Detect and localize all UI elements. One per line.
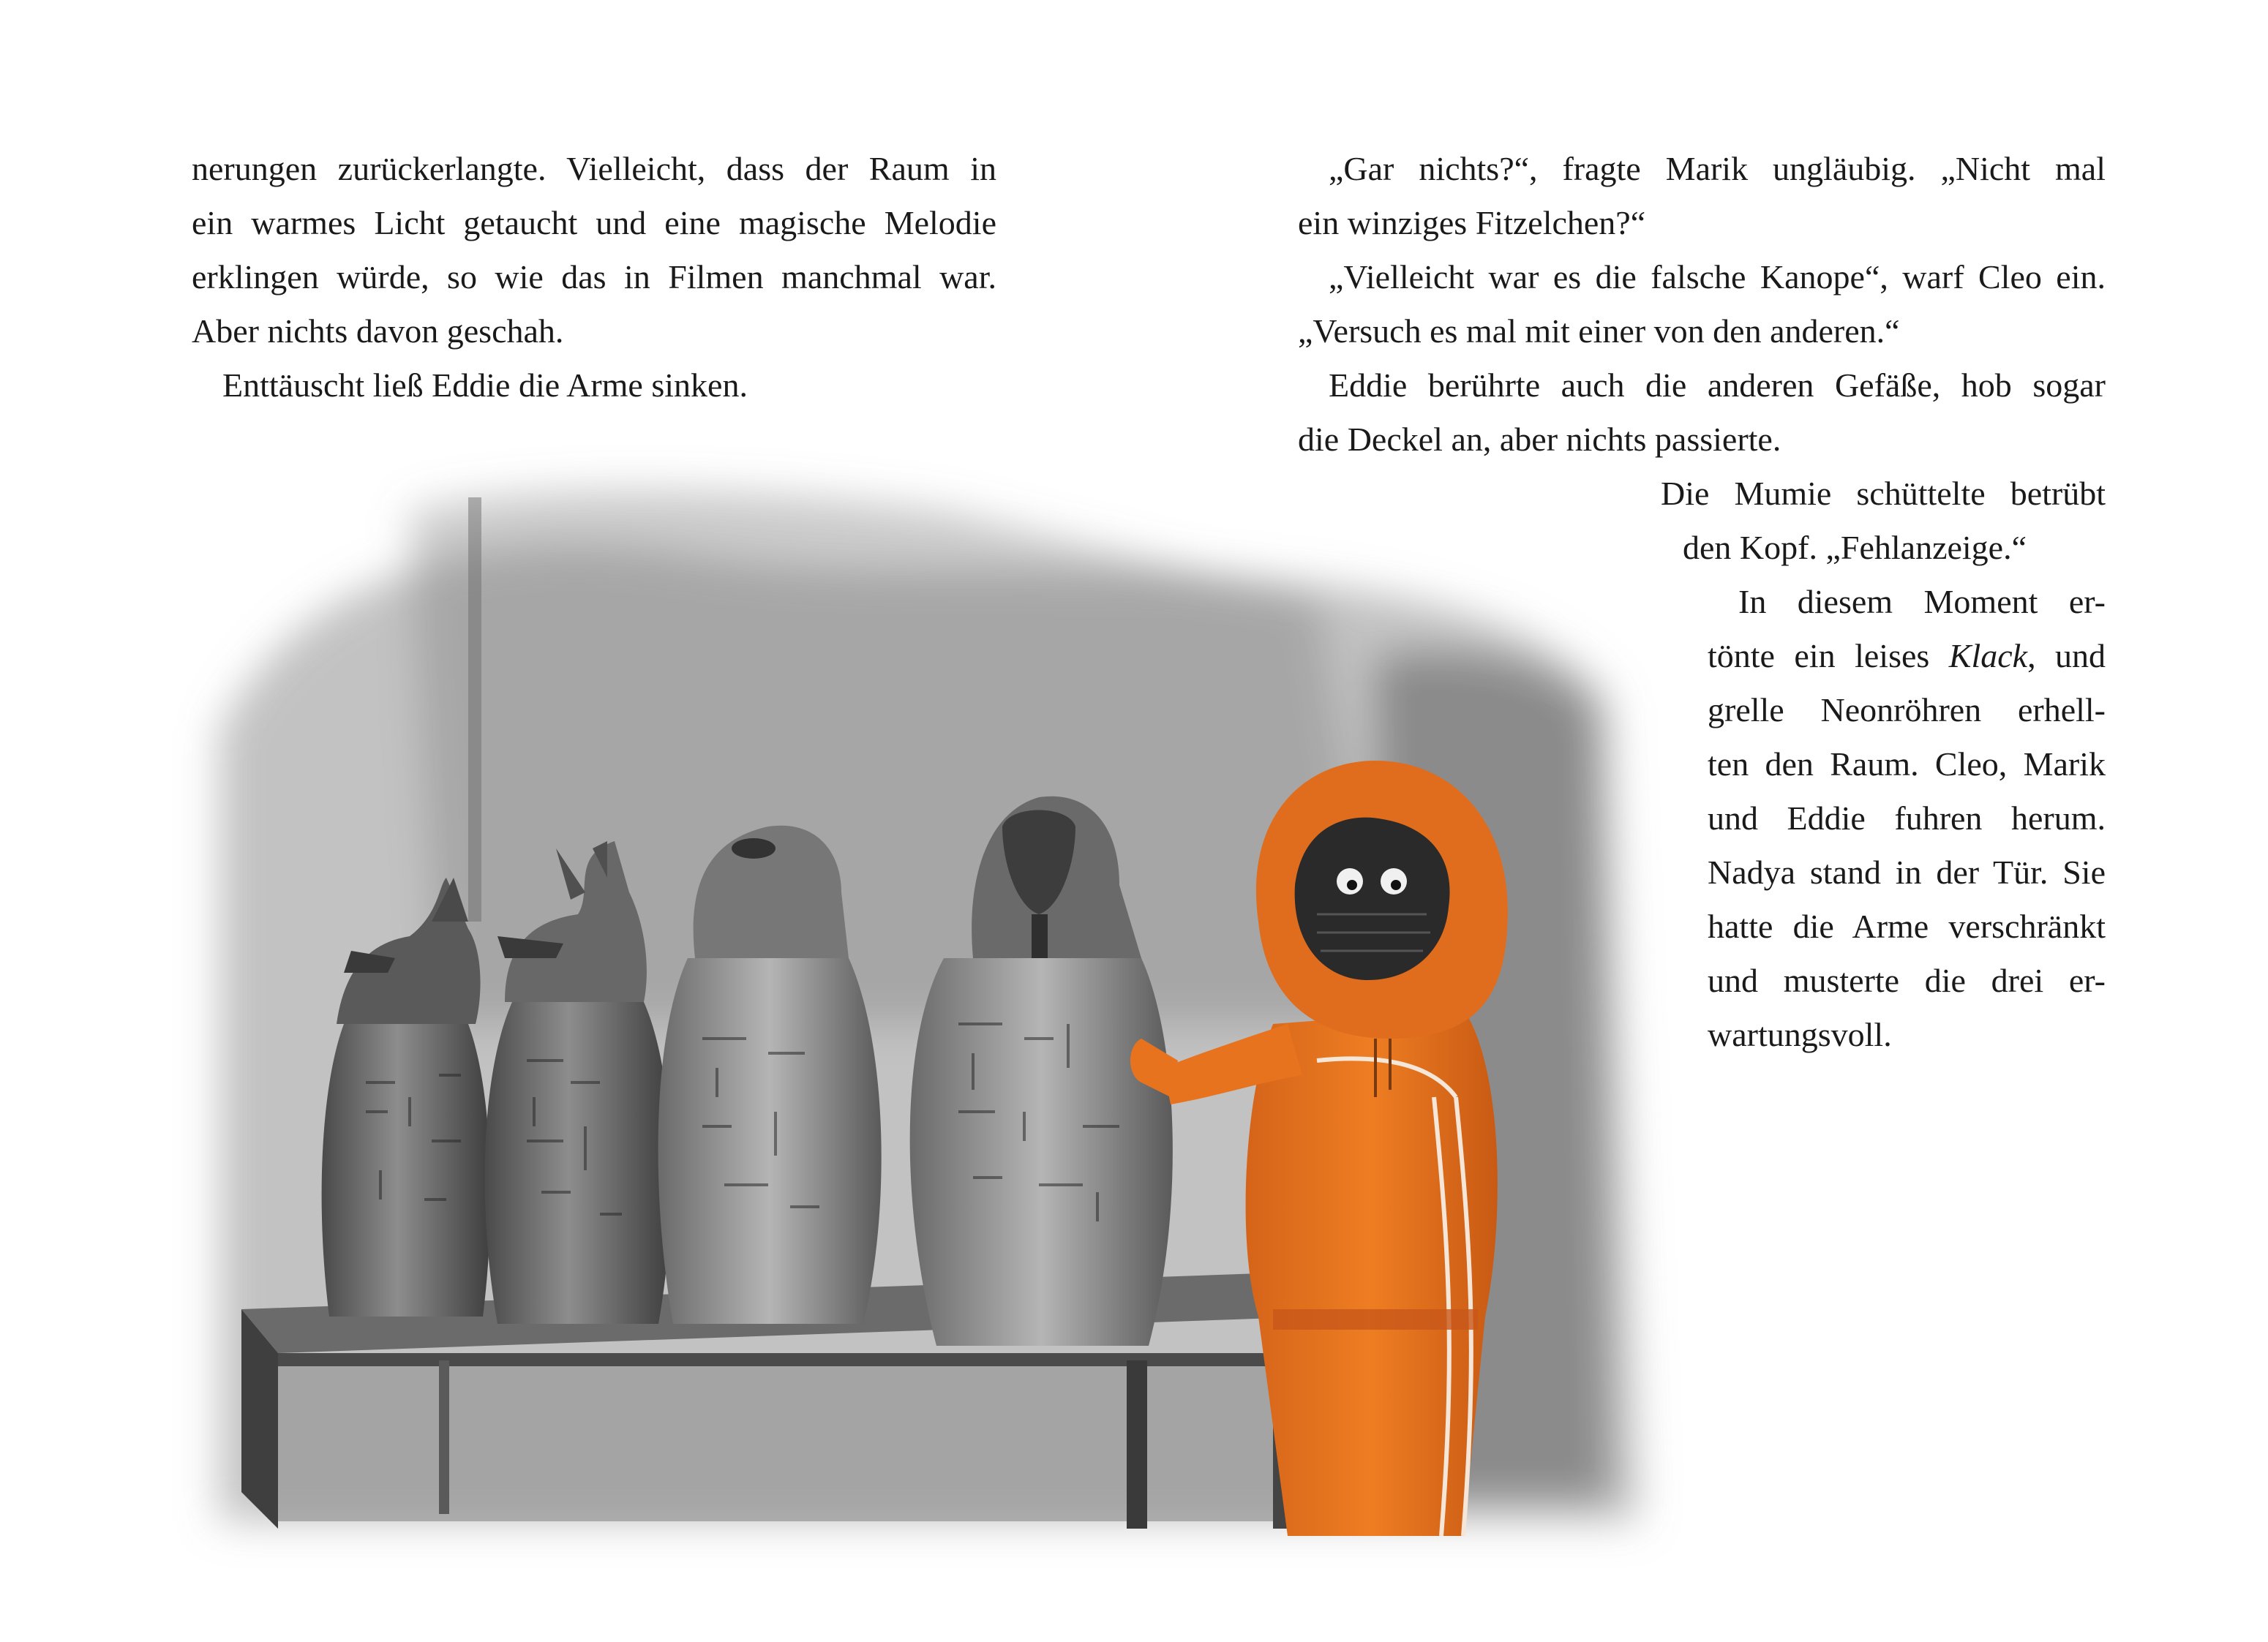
text-line: Die Mumie schüttelte betrübt (1661, 475, 2106, 512)
text-line: „Versuch es mal mit einer von den anderen.“ (1298, 312, 1900, 350)
text-line: Eddie berührte auch die anderen Gefäße, hob sogar (1329, 366, 2106, 404)
emphasis-klack: Klack (1948, 637, 2028, 674)
right-page-text (1298, 142, 2106, 467)
text-line: hatte die Arme verschränkt (1708, 908, 2106, 945)
text-line: ein warmes Licht getaucht und eine magische Melodie (192, 204, 996, 241)
text-line: grelle Neonröhren erhell- (1708, 691, 2106, 728)
text-fragment: tönte ein leises (1708, 637, 1930, 674)
wrap-text-block (1661, 467, 2106, 575)
text-line: erklingen würde, so wie das in Filmen manchmal war. (192, 258, 996, 295)
text-fragment: , und (2027, 637, 2106, 674)
text-line: ein winziges Fitzelchen?“ (1298, 204, 1646, 241)
text-line: ten den Raum. Cleo, Marik (1708, 745, 2106, 783)
text-line-klack (1708, 629, 2106, 683)
text-line: „Gar nichts?“, fragte Marik ungläubig. „Nicht mal (1329, 150, 2106, 187)
text-line: Nadya stand in der Tür. Sie (1708, 854, 2106, 891)
text-line: und Eddie fuhren herum. (1708, 799, 2106, 837)
text-line: In diesem Moment er- (1738, 583, 2106, 620)
text-line: nerungen zurückerlangte. Vielleicht, dass der Raum in (192, 150, 996, 187)
text-line: Enttäuscht ließ Eddie die Arme sinken. (222, 366, 748, 404)
text-line: den Kopf. „Fehlanzeige.“ (1683, 529, 2027, 566)
left-page-text (192, 142, 996, 413)
text-line: „Vielleicht war es die falsche Kanope“, warf Cleo ein. (1329, 258, 2106, 295)
text-line: Aber nichts davon geschah. (192, 312, 564, 350)
background-pole (468, 497, 481, 922)
text-line: die Deckel an, aber nichts passierte. (1298, 421, 1781, 458)
text-line: und musterte die drei er- (1708, 962, 2106, 999)
text-line: wartungsvoll. (1708, 1016, 1892, 1053)
wrap-text-block-2 (1708, 575, 2106, 1062)
